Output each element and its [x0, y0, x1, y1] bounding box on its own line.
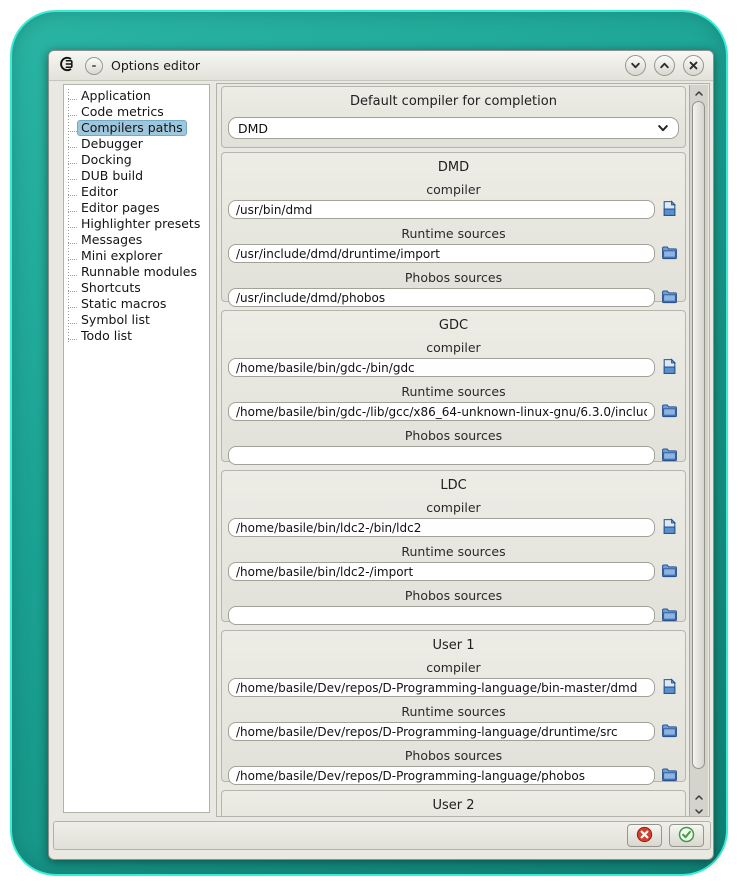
sidebar-item-label: Messages — [81, 232, 143, 247]
sidebar-item-debugger[interactable] — [64, 136, 209, 152]
field-label: Phobos sources — [404, 748, 503, 763]
group-title: User 2 — [432, 798, 475, 813]
field-label: Runtime sources — [401, 384, 506, 399]
tree-branch — [68, 108, 77, 116]
close-button[interactable] — [683, 55, 704, 76]
default-compiler-group — [221, 86, 686, 148]
category-tree — [64, 85, 209, 344]
file-icon — [661, 678, 678, 698]
tree-branch — [68, 204, 77, 212]
tree-branch — [68, 92, 77, 100]
sidebar-item-label: Editor pages — [81, 200, 160, 215]
titlebar[interactable] — [49, 51, 713, 81]
sidebar-item-static-macros[interactable] — [64, 296, 209, 312]
selected-compiler-value: DMD — [238, 120, 269, 136]
field-label: compiler — [426, 182, 481, 197]
sidebar-item-label: Debugger — [81, 136, 143, 151]
select-folder-button[interactable] — [660, 403, 679, 421]
tree-branch — [68, 300, 77, 308]
select-folder-button[interactable] — [660, 447, 679, 465]
gdc-runtime-sources-input[interactable] — [228, 402, 655, 421]
window-title: Options editor — [111, 58, 200, 73]
sidebar-item-docking[interactable] — [64, 152, 209, 168]
categories-panel — [63, 84, 210, 813]
folder-icon — [661, 766, 678, 786]
sidebar-item-label: Shortcuts — [81, 280, 141, 295]
ldc-phobos-sources-input[interactable] — [228, 606, 655, 625]
tree-branch — [68, 284, 77, 292]
chevron-up-icon — [659, 60, 670, 71]
group-title: DMD — [437, 160, 470, 175]
sidebar-item-editor-pages[interactable] — [64, 200, 209, 216]
open-file-button[interactable] — [660, 359, 679, 377]
tree-branch — [68, 140, 77, 148]
sidebar-item-label: Todo list — [81, 328, 133, 343]
sidebar-item-application[interactable] — [64, 88, 209, 104]
sidebar-item-todo-list[interactable] — [64, 328, 209, 344]
sidebar-item-label: Editor — [81, 184, 118, 199]
sidebar-item-label: DUB build — [81, 168, 144, 183]
open-file-button[interactable] — [660, 201, 679, 219]
user2-group — [221, 790, 686, 817]
chevron-down-icon — [694, 801, 704, 818]
select-folder-button[interactable] — [660, 289, 679, 307]
tree-branch — [68, 188, 77, 196]
cancel-red-cross-icon — [636, 826, 653, 846]
sidebar-item-messages[interactable] — [64, 232, 209, 248]
select-folder-button[interactable] — [660, 563, 679, 581]
vertical-scrollbar[interactable] — [689, 85, 708, 817]
sidebar-item-runnable-modules[interactable] — [64, 264, 209, 280]
settings-content — [217, 84, 690, 816]
chevron-down-icon — [657, 119, 669, 138]
window-menu-button[interactable] — [85, 57, 103, 75]
minimize-button[interactable] — [625, 55, 646, 76]
tree-branch — [68, 252, 77, 260]
folder-icon — [661, 244, 678, 264]
accept-button[interactable] — [669, 824, 704, 847]
scroll-up-button[interactable] — [690, 85, 709, 99]
group-title: User 1 — [432, 638, 475, 653]
group-title: LDC — [440, 478, 467, 493]
chevron-down-icon — [630, 60, 641, 71]
ldc-group — [221, 470, 686, 622]
folder-icon — [661, 446, 678, 466]
gdc-compiler-input[interactable] — [228, 358, 655, 377]
folder-icon — [661, 562, 678, 582]
tree-branch — [68, 124, 77, 132]
sidebar-item-label: Symbol list — [81, 312, 150, 327]
tree-branch — [68, 172, 77, 180]
sidebar-item-symbol-list[interactable] — [64, 312, 209, 328]
field-label: compiler — [426, 500, 481, 515]
tree-branch — [68, 332, 77, 340]
dmd-runtime-sources-input[interactable] — [228, 244, 655, 263]
field-label: Phobos sources — [404, 270, 503, 285]
field-label: Runtime sources — [401, 226, 506, 241]
dmd-compiler-input[interactable] — [228, 200, 655, 219]
field-label: Phobos sources — [404, 428, 503, 443]
file-icon — [661, 518, 678, 538]
sidebar-item-label: Static macros — [81, 296, 167, 311]
folder-icon — [661, 402, 678, 422]
field-label: Runtime sources — [401, 544, 506, 559]
dialog-action-bar — [53, 821, 711, 850]
default-compiler-select[interactable] — [228, 117, 679, 139]
folder-icon — [661, 606, 678, 626]
file-icon — [661, 358, 678, 378]
sidebar-item-editor[interactable] — [64, 184, 209, 200]
user1-compiler-input[interactable] — [228, 678, 655, 697]
open-file-button[interactable] — [660, 679, 679, 697]
file-icon — [661, 200, 678, 220]
sidebar-item-highlighter-presets[interactable] — [64, 216, 209, 232]
tree-branch — [68, 268, 77, 276]
dmd-phobos-sources-input[interactable] — [228, 288, 655, 307]
tree-branch — [68, 316, 77, 324]
field-label: compiler — [426, 340, 481, 355]
window-frame — [10, 10, 728, 876]
scroll-down-button[interactable] — [690, 803, 709, 817]
select-folder-button[interactable] — [660, 245, 679, 263]
scrollbar-thumb[interactable] — [692, 101, 705, 769]
open-file-button[interactable] — [660, 519, 679, 537]
sidebar-item-label: Mini explorer — [81, 248, 163, 263]
sidebar-item-label: Compilers paths — [77, 120, 187, 136]
compilers-paths-panel — [216, 83, 710, 817]
dmd-group — [221, 152, 686, 302]
user1-runtime-sources-input[interactable] — [228, 722, 655, 741]
field-label: Runtime sources — [401, 704, 506, 719]
cancel-button[interactable] — [627, 824, 662, 847]
coedit-logo-icon — [58, 56, 77, 76]
group-title: Default compiler for completion — [350, 94, 557, 109]
sidebar-item-compilers-paths[interactable] — [64, 120, 209, 136]
select-folder-button[interactable] — [660, 723, 679, 741]
select-folder-button[interactable] — [660, 767, 679, 785]
field-label: compiler — [426, 660, 481, 675]
tree-branch — [68, 156, 77, 164]
sidebar-item-label: Runnable modules — [81, 264, 197, 279]
sidebar-item-dub-build[interactable] — [64, 168, 209, 184]
user1-phobos-sources-input[interactable] — [228, 766, 655, 785]
tree-branch — [68, 236, 77, 244]
ldc-compiler-input[interactable] — [228, 518, 655, 537]
maximize-button[interactable] — [654, 55, 675, 76]
ldc-runtime-sources-input[interactable] — [228, 562, 655, 581]
options-editor-window — [48, 50, 714, 860]
gdc-group — [221, 310, 686, 462]
folder-icon — [661, 288, 678, 308]
field-label: Phobos sources — [404, 588, 503, 603]
sidebar-item-label: Code metrics — [81, 104, 164, 119]
folder-icon — [661, 722, 678, 742]
sidebar-item-label: Application — [81, 88, 151, 103]
sidebar-item-shortcuts[interactable] — [64, 280, 209, 296]
sidebar-item-mini-explorer[interactable] — [64, 248, 209, 264]
scrollbar-track[interactable] — [690, 99, 708, 789]
sidebar-item-label: Docking — [81, 152, 132, 167]
sidebar-item-label: Highlighter presets — [81, 216, 201, 231]
group-title: GDC — [438, 318, 469, 333]
gdc-phobos-sources-input[interactable] — [228, 446, 655, 465]
close-icon — [688, 60, 699, 71]
user1-group — [221, 630, 686, 782]
sidebar-item-code-metrics[interactable] — [64, 104, 209, 120]
select-folder-button[interactable] — [660, 607, 679, 625]
tree-branch — [68, 220, 77, 228]
accept-green-check-icon — [678, 826, 695, 846]
